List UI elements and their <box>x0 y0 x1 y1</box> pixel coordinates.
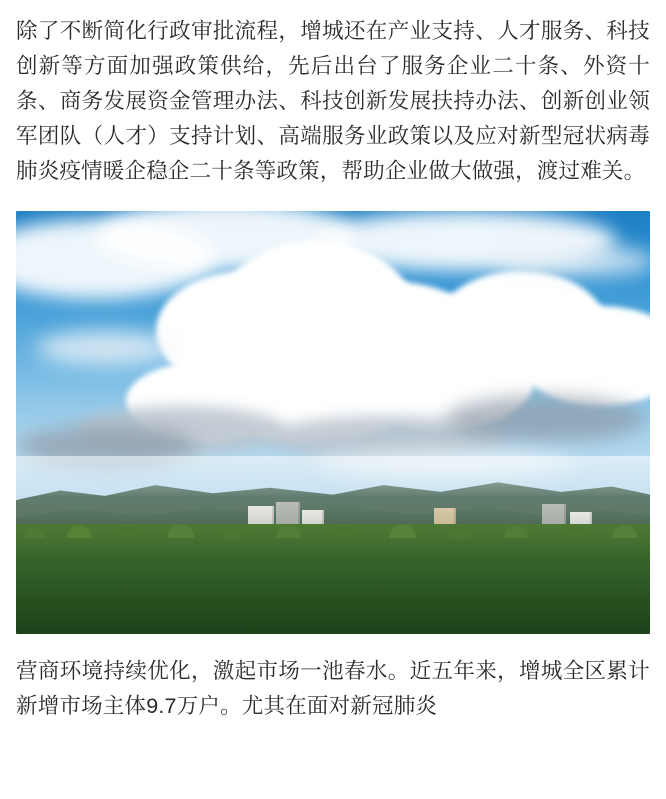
city-skyline-photo <box>16 211 650 634</box>
paragraph-bottom: 营商环境持续优化，激起市场一池春水。近五年来，增城全区累计新增市场主体9.7万户。尤其在面对新冠肺炎 <box>16 659 650 718</box>
cloud-wisp <box>36 331 176 365</box>
cloud-shadow <box>446 396 646 442</box>
forest-foreground <box>16 524 650 634</box>
cloud-wisp <box>496 246 650 276</box>
paragraph-top: 除了不断简化行政审批流程，增城还在产业支持、人才服务、科技创新等方面加强政策供给，先后出台了服务企业二十条、外资十条、商务发展资金管理办法、科技创新发展扶持办法、创新创业领军团队（人才）支持计划、高端服务业政策以及应对新型冠状病毒肺炎疫情暖企稳企二十条等政策，帮助企业做大做强，渡过难关。 <box>16 19 650 183</box>
